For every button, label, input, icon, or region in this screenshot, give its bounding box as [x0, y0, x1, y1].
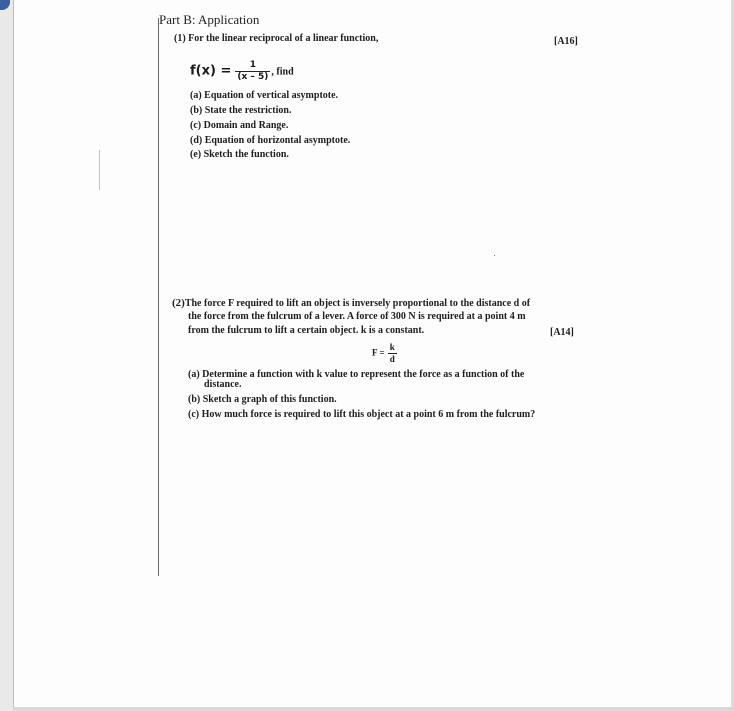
left-sidebar-edge [0, 0, 14, 711]
scanned-page [14, 0, 730, 706]
q2-line-1 [172, 297, 530, 309]
q2-line-2: the force from the fulcrum of a lever. A force of 300 N is required at a point 4 m [188, 311, 526, 322]
q2-item-a: (a) Determine a function with k value to represent the force as a function of the [188, 369, 525, 380]
scan-artifact [99, 150, 100, 190]
q2-item-a-cont: distance. [204, 379, 242, 390]
bottom-edge [13, 707, 734, 711]
q1-item-d: (d) Equation of horizontal asymptote. [190, 135, 351, 146]
part-title: Part B: Application [159, 12, 260, 27]
q2-item-c: (c) How much force is required to lift this object at a point 6 m from the fulcrum? [188, 409, 536, 420]
q1-tag: [A16] [554, 36, 578, 47]
q1-item-b: (b) State the restriction. [190, 105, 292, 116]
q1-denominator: (x – 5) [237, 72, 269, 82]
q1-item-e: (e) Sketch the function. [190, 149, 289, 160]
q2-line-3: from the fulcrum to lift a certain object. k is a constant. [188, 325, 425, 336]
q1-function-suffix: , find [271, 66, 294, 78]
q1-fraction [235, 60, 270, 83]
q1-item-c: (c) Domain and Range. [190, 120, 289, 131]
q2-line-1-text: The force F required to lift an object is inversely proportional to the distance d of [184, 298, 531, 309]
q2-formula [372, 342, 398, 365]
q2-fraction [388, 342, 397, 365]
q1-function [190, 60, 294, 83]
q1-prompt-text: For the linear reciprocal of a linear function, [188, 33, 379, 44]
q1-function-lhs: f(x) = [190, 63, 232, 79]
scan-margin-line [158, 18, 159, 576]
q2-number: (2) [172, 297, 185, 309]
q1-number: (1) [174, 33, 186, 44]
q2-denominator: d [389, 354, 395, 364]
q1-numerator: 1 [235, 60, 270, 72]
q2-numerator: k [389, 342, 395, 352]
q2-item-b: (b) Sketch a graph of this function. [188, 394, 337, 405]
scan-dot [494, 255, 495, 256]
q2-formula-lhs: F = [372, 347, 385, 358]
q1-prompt [174, 33, 378, 44]
sidebar-marker [0, 0, 10, 10]
q1-item-a: (a) Equation of vertical asymptote. [190, 90, 339, 101]
q2-tag: [A14] [550, 327, 574, 338]
